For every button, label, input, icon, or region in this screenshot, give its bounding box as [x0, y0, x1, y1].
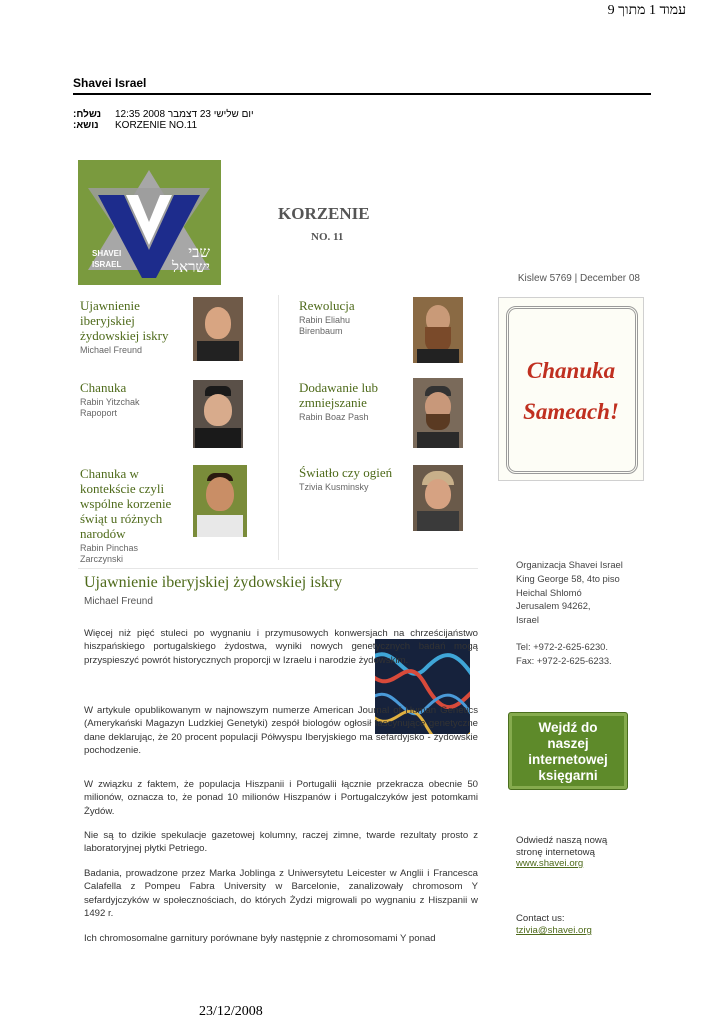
newsletter-date: Kislew 5769 | December 08 [517, 273, 640, 284]
article-title: Ujawnienie iberyjskiej żydowskiej iskry [84, 574, 343, 591]
article-paragraph-4: Nie są to dzikie spekulacje gazetowej kolumny, raczej zimne, twarde rezultaty prosto z laboratoryjnej płytki Petriego. [84, 830, 478, 855]
toc-author-1: Michael Freund [80, 345, 143, 355]
shavei-israel-logo [78, 160, 221, 285]
sender-name: Shavei Israel [73, 76, 147, 90]
toc-author-2: Rabin Eliahu Birenbaum [299, 315, 351, 336]
toc-link-6[interactable]: Światło czy ogień [299, 465, 393, 480]
toc-link-5[interactable]: Chanuka w kontekście czyli wspólne korzenie świąt u różnych narodów [80, 466, 172, 541]
logo-text-he: שבי ישראל [172, 245, 210, 276]
newsletter-title: KORZENIE [278, 204, 370, 223]
bookstore-button-label: Wejdź do naszej internetowej księgarni [528, 720, 608, 783]
newsletter-issue: NO. 11 [311, 231, 344, 243]
subject-value: KORZENIE NO.11 [115, 120, 198, 131]
author-photo-pash [413, 378, 463, 448]
toc-link-2[interactable]: Rewolucja [299, 298, 355, 313]
footer-date: 23/12/2008 [199, 1004, 263, 1019]
contact-email-link[interactable]: tzivia@shavei.org [516, 925, 592, 936]
visit-text: Odwiedź naszą nową stronę internetową [516, 835, 608, 858]
article-paragraph-5: Badania, prowadzone przez Marka Joblinga z Uniwersytetu Leicester w Anglii i Francesca Calafella z Pompeu Fabra University w Barcelonie, zanalizowały chromosom Y sefardyjczyków w społecznościach, do których Żydzi migrowali po wygnaniu z Hiszpanii w 1492 r. [84, 868, 478, 920]
org-address-line-4: Israel [516, 614, 539, 626]
org-address-line-3: Jerusalem 94262, [516, 600, 591, 612]
article-author: Michael Freund [84, 596, 153, 607]
article-paragraph-3: W związku z faktem, że populacja Hiszpanii i Portugalii łącznie przekracza obecnie 50 milionów, oznacza to, że ponad 10 milionów Hiszpanów i Portugalczyków jest potomkami Żydów. [84, 779, 478, 817]
org-phone: Tel: +972-2-625-6230. [516, 640, 608, 652]
author-photo-freund [193, 297, 243, 361]
author-photo-birenbaum [413, 297, 463, 363]
sent-value: יום שלישי 23 דצמבר 2008 12:35 [115, 109, 254, 120]
card-line-2: Sameach! [523, 399, 619, 424]
card-line-1: Chanuka [526, 358, 616, 383]
toc-divider [278, 295, 279, 560]
toc-author-4: Rabin Boaz Pash [299, 412, 369, 422]
subject-label: נושא: [73, 120, 99, 131]
article-paragraph-1: Więcej niż pięć stuleci po wygnaniu i przymusowych konwersjach na chrześcijaństwo hiszpańskiego portugalskiego żydostwa, wyniki nowych genetycznych badań mogą przyspieszyć powrót historycznych proporcji w Izraelu i narodzie żydowskim. [84, 628, 478, 666]
article-paragraph-2: W artykule opublikowanym w najnowszym numerze American Journal of Human Genetics (Amerykański Magazyn Ludzkiej Genetyki) zespół biologów ogłosił fascynujące genetyczne dane deklarując, że 20 procent populacji Półwyspu Iberyjskiego ma sefardyjsko - żydowskie pochodzenie. [84, 705, 478, 757]
org-address-line-1: King George 58, 4to piso [516, 572, 620, 584]
card-frame [506, 306, 638, 474]
header-rule [73, 93, 651, 95]
bookstore-button[interactable] [508, 712, 628, 790]
org-name: Organizacja Shavei Israel [516, 559, 623, 570]
contact-label: Contact us: [516, 913, 565, 924]
author-photo-zarczynski [193, 465, 247, 537]
website-link[interactable]: www.shavei.org [516, 858, 584, 869]
toc-author-3: Rabin Yitzchak Rapoport [80, 397, 140, 418]
toc-link-4[interactable]: Dodawanie lub zmniejszanie [299, 380, 379, 410]
toc-link-1[interactable]: Ujawnienie iberyjskiej żydowskiej iskry [80, 298, 169, 343]
toc-author-6: Tzivia Kusminsky [299, 482, 369, 492]
chanuka-greeting-card [498, 297, 644, 481]
page-number: עמוד 1 מתוך 9 [607, 3, 686, 18]
toc-author-5: Rabin Pinchas Zarczynski [80, 543, 139, 564]
org-fax: Fax: +972-2-625-6233. [516, 654, 612, 666]
toc-link-3[interactable]: Chanuka [80, 380, 127, 395]
logo-text-en: SHAVEI ISRAEL [92, 249, 122, 269]
org-address [516, 558, 666, 668]
org-address-line-2: Heichal Shlomó [516, 586, 582, 598]
article-paragraph-6: Ich chromosomalne garnitury porównane były następnie z chromosomami Y ponad [84, 933, 436, 944]
sent-label: נשלח: [73, 109, 102, 120]
toc-bottom-rule [78, 568, 478, 569]
author-photo-kusminsky [413, 465, 463, 531]
author-photo-rapoport [193, 380, 243, 448]
